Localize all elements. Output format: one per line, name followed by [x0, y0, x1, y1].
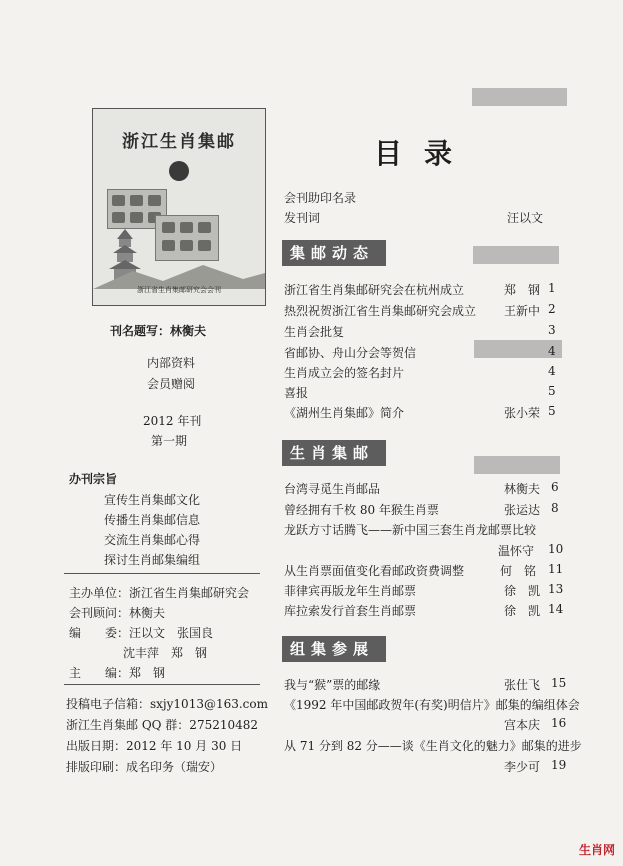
cover-title: 浙江生肖集邮 — [122, 132, 236, 152]
editors-line: 沈丰萍 郑 钢 — [123, 646, 208, 660]
qq-line: 浙江生肖集邮 QQ 群：275210482 — [66, 718, 259, 732]
toc-item: 库拉索发行首套生肖邮票 — [284, 604, 417, 618]
toc-item: 我与“猴”票的邮缘 — [284, 678, 381, 692]
toc-page: 3 — [548, 323, 556, 337]
toc-page: 14 — [548, 602, 564, 616]
toc-page: 4 — [548, 344, 556, 358]
toc-page: 13 — [548, 582, 564, 596]
toc-page: 5 — [548, 384, 556, 398]
toc-item: 从生肖票面值变化看邮政资费调整 — [284, 564, 465, 578]
toc-author: 张运达 — [504, 503, 541, 517]
bleed-mark — [473, 246, 559, 264]
toc-page: 4 — [548, 364, 556, 378]
toc-author: 张小荣 — [504, 406, 541, 420]
purpose-line: 传播生肖集邮信息 — [104, 513, 201, 527]
chief-line: 主 编：郑 钢 — [69, 666, 166, 680]
toc-item: 热烈祝贺浙江省生肖集邮研究会成立 — [284, 304, 477, 318]
purpose-line: 交流生肖集邮心得 — [104, 533, 201, 547]
toc-item: 《湖州生肖集邮》简介 — [284, 406, 405, 420]
toc-item: 生肖会批复 — [284, 325, 345, 339]
purpose-line: 探讨生肖邮集编组 — [104, 553, 201, 567]
date-line: 出版日期：2012 年 10 月 30 日 — [66, 739, 243, 753]
toc-item: 浙江省生肖集邮研究会在杭州成立 — [284, 283, 465, 297]
toc-page: 10 — [548, 542, 564, 556]
toc-author: 郑 钢 — [504, 283, 541, 297]
divider — [64, 573, 260, 574]
section-header: 组集参展 — [282, 636, 386, 662]
toc-page: 2 — [548, 302, 556, 316]
purpose-title: 办刊宗旨 — [69, 472, 118, 486]
host-line: 主办单位：浙江省生肖集邮研究会 — [69, 586, 250, 600]
toc-item: 喜报 — [284, 386, 309, 400]
toc-author: 王新中 — [504, 304, 541, 318]
toc-item: 生肖成立会的签名封片 — [284, 366, 405, 380]
gift-label: 会员赠阅 — [147, 377, 196, 391]
toc-item: 台湾寻觅生肖邮品 — [284, 482, 381, 496]
toc-author: 何 铭 — [500, 564, 537, 578]
toc-item: 从 71 分到 82 分——谈《生肖文化的魅力》邮集的进步 — [284, 739, 582, 753]
toc-author: 温怀守 — [498, 544, 535, 558]
cover-footer: 浙江省生肖集邮研究会会刊 — [137, 286, 221, 294]
watermark: 生肖网 — [578, 843, 615, 857]
toc-author: 宫本庆 — [504, 718, 541, 732]
toc-page: 1 — [548, 281, 556, 295]
toc-page: 19 — [551, 758, 567, 772]
toc-author: 张仕飞 — [504, 678, 541, 692]
cover-seal-icon — [169, 161, 189, 181]
bleed-mark — [474, 456, 560, 474]
cover-thumbnail — [92, 108, 266, 306]
title-credit: 刊名题写：林衡夫 — [110, 324, 207, 338]
toc-item: 龙跃方寸话腾飞——新中国三套生肖龙邮票比较 — [284, 523, 537, 537]
advisor-line: 会刊顾问：林衡夫 — [69, 606, 166, 620]
toc-page: 15 — [551, 676, 567, 690]
editors-line: 编 委：汪以文 张国良 — [69, 626, 214, 640]
toc-page: 5 — [548, 404, 556, 418]
toc-page: 11 — [548, 562, 564, 576]
toc-author: 李少可 — [504, 760, 541, 774]
toc-front-item: 会刊助印名录 — [284, 191, 357, 205]
internal-label: 内部资料 — [147, 356, 196, 370]
toc-page: 16 — [551, 716, 567, 730]
issue-label: 第一期 — [151, 434, 188, 448]
toc-item: 菲律宾再版龙年生肖邮票 — [284, 584, 417, 598]
toc-author: 林衡夫 — [504, 482, 541, 496]
toc-title: 目录 — [374, 137, 475, 170]
toc-author: 徐 凯 — [504, 584, 541, 598]
toc-page: 6 — [551, 480, 559, 494]
toc-front-item: 发刊词 — [284, 211, 321, 225]
year-label: 2012 年刊 — [143, 414, 202, 428]
toc-author: 徐 凯 — [504, 604, 541, 618]
toc-page: 8 — [551, 501, 559, 515]
email-line: 投稿电子信箱：sxjy1013@163.com — [66, 697, 269, 711]
stamp-panel — [155, 215, 219, 261]
print-line: 排版印刷：成名印务（瑞安） — [66, 760, 223, 774]
toc-item: 曾经拥有千枚 80 年猴生肖票 — [284, 503, 439, 517]
toc-author: 汪以文 — [507, 211, 544, 225]
toc-item: 《1992 年中国邮政贺年(有奖)明信片》邮集的编组体会 — [284, 698, 580, 712]
section-header: 集邮动态 — [282, 240, 386, 266]
purpose-line: 宣传生肖集邮文化 — [104, 493, 201, 507]
bleed-mark — [472, 88, 567, 106]
divider — [64, 684, 260, 685]
toc-item: 省邮协、舟山分会等贺信 — [284, 346, 417, 360]
section-header: 生肖集邮 — [282, 440, 386, 466]
